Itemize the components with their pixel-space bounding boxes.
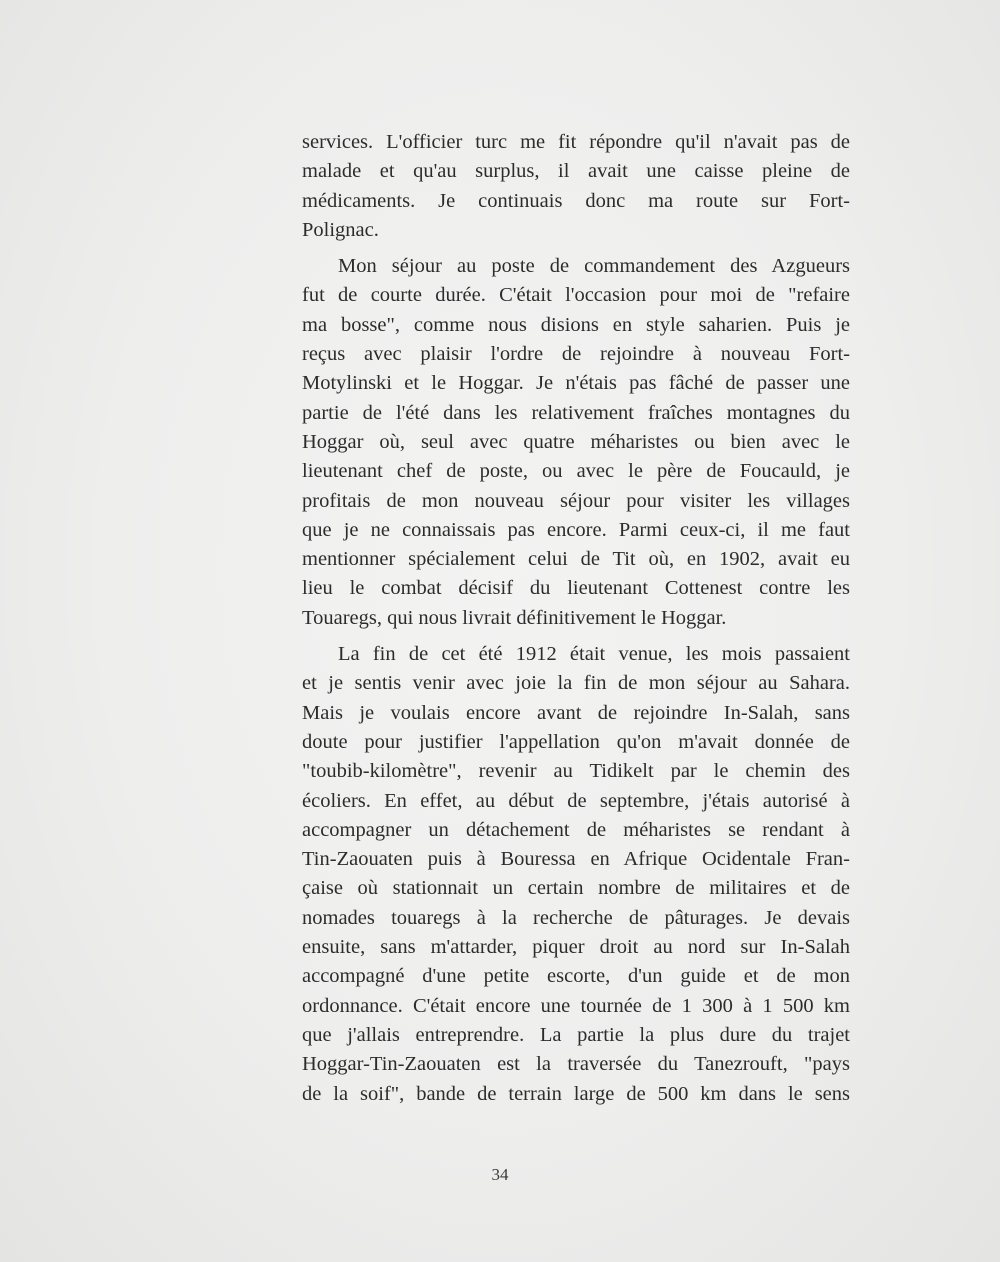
text-line: La fin de cet été 1912 était venue, les mois passaient [338,643,850,666]
text-line: et je sentis venir avec joie la fin de mon séjour au Sahara. [302,672,850,695]
text-line: "toubib-kilomètre", revenir au Tidikelt par le chemin des [302,760,850,783]
text-line: Hoggar où, seul avec quatre méharistes ou bien avec le [302,430,850,453]
text-line: malade et qu'au surplus, il avait une caisse pleine de [302,160,850,183]
text-line: Hoggar-Tin-Zaouaten est la traversée du Tanezrouft, "pays [302,1053,850,1076]
text-line: accompagné d'une petite escorte, d'un guide et de mon [302,965,850,988]
text-line: Mon séjour au poste de commandement des Azgueurs [338,255,850,278]
text-line: lieu le combat décisif du lieutenant Cottenest contre les [302,577,850,600]
body-text [302,128,850,1109]
text-line: Motylinski et le Hoggar. Je n'étais pas fâché de passer une [302,372,850,395]
text-line: profitais de mon nouveau séjour pour visiter les villages [302,489,850,512]
text-line: çaise où stationnait un certain nombre de militaires et de [302,877,850,900]
text-line: que je ne connaissais pas encore. Parmi ceux-ci, il me faut [302,518,850,541]
text-line: doute pour justifier l'appellation qu'on m'avait donnée de [302,730,850,753]
paragraph-1 [302,128,850,245]
text-line: ma bosse", comme nous disions en style saharien. Puis je [302,313,850,336]
text-line: partie de l'été dans les relativement fraîches montagnes du [302,401,850,424]
paragraph-2 [302,252,850,633]
text-line: écoliers. En effet, au début de septembre, j'étais autorisé à [302,789,850,812]
text-line: que j'allais entreprendre. La partie la plus dure du trajet [302,1023,850,1046]
text-line: fut de courte durée. C'était l'occasion pour moi de "refaire [302,284,850,307]
text-line: nomades touaregs à la recherche de pâturages. Je devais [302,906,850,929]
text-line: ordonnance. C'était encore une tournée de 1 300 à 1 500 km [302,994,850,1017]
text-line: services. L'officier turc me fit répondre qu'il n'avait pas de [302,131,850,153]
text-line: Mais je voulais encore avant de rejoindre In-Salah, sans [302,701,850,724]
page-number: 34 [491,1165,509,1184]
text-line: reçus avec plaisir l'ordre de rejoindre à nouveau Fort- [302,343,850,366]
text-line: ensuite, sans m'attarder, piquer droit au nord sur In-Salah [302,936,850,959]
text-line: Polignac. [302,218,379,241]
text-line: Tin-Zaouaten puis à Bouressa en Afrique Ocidentale Fran- [302,848,850,871]
text-line: Touaregs, qui nous livrait définitivement le Hoggar. [302,606,727,629]
text-line: mentionner spécialement celui de Tit où, en 1902, avait eu [302,548,850,571]
paragraph-3 [302,640,850,1109]
text-line: de la soif", bande de terrain large de 500 km dans le sens [302,1082,850,1105]
text-line: accompagner un détachement de méharistes se rendant à [302,818,850,841]
text-line: lieutenant chef de poste, ou avec le père de Foucauld, je [302,460,850,483]
text-line: médicaments. Je continuais donc ma route sur Fort- [302,189,850,212]
